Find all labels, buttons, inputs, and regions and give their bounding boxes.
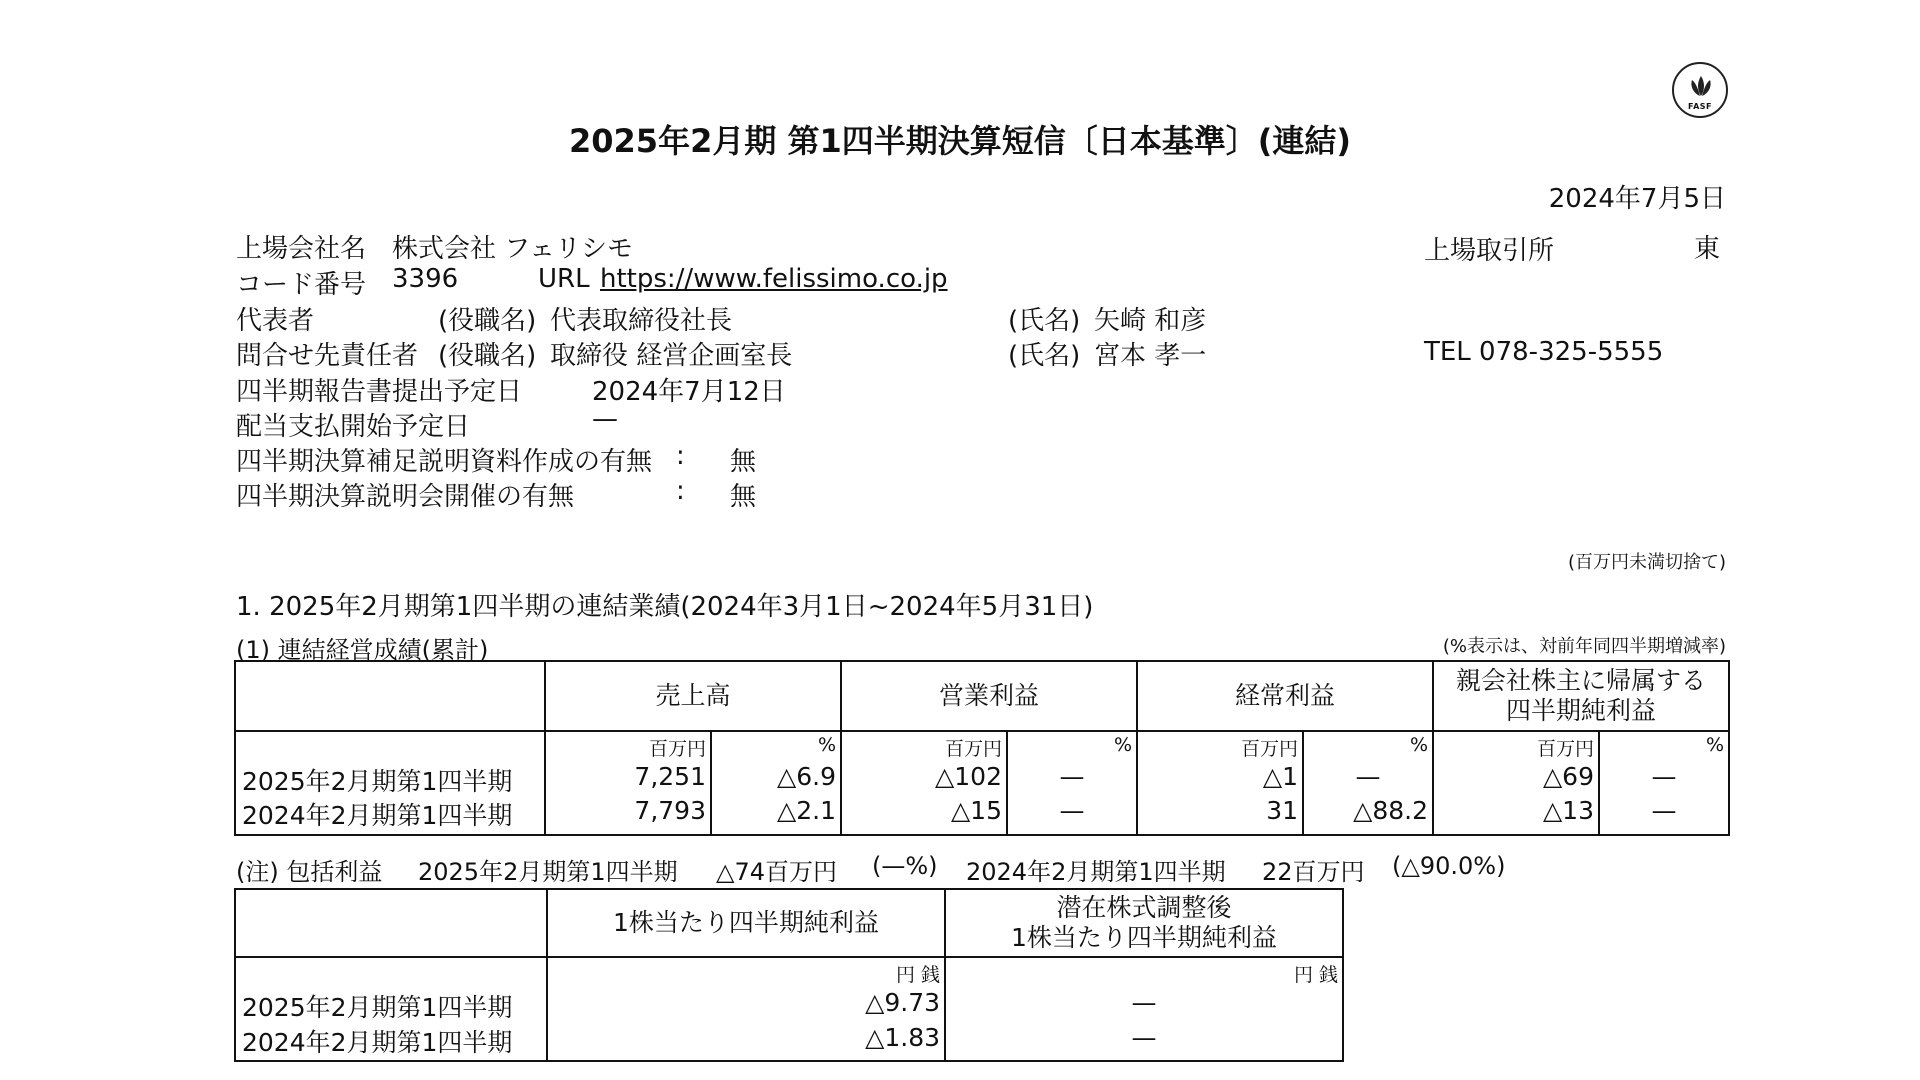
header-net-income	[1433, 661, 1729, 731]
note-period-current: 2025年2月期第1四半期	[418, 858, 678, 886]
table-value: △13	[1542, 796, 1594, 825]
header-eps: 1株当たり四半期純利益	[547, 889, 945, 957]
table-value: —	[1651, 762, 1677, 791]
exchange-label: 上場取引所	[1424, 236, 1555, 266]
unit-amount: 百万円	[648, 738, 706, 760]
table-value: △9.73	[865, 988, 940, 1017]
table-value: △88.2	[1353, 796, 1428, 825]
subsection-heading: (1) 連結経営成績(累計)	[236, 636, 489, 664]
code: 3396	[392, 264, 459, 294]
table-value: —	[1059, 796, 1085, 825]
row-label-prior: 2024年2月期第1四半期	[242, 1028, 513, 1057]
note-value-current: △74百万円	[716, 858, 837, 886]
row-label-current: 2025年2月期第1四半期	[242, 767, 513, 796]
header-diluted-eps	[945, 889, 1343, 957]
contact-title: 取締役 経営企画室長	[550, 341, 793, 371]
row-label-current: 2025年2月期第1四半期	[242, 993, 513, 1022]
supplementary-label: 四半期決算補足説明資料作成の有無	[236, 447, 653, 477]
table-value: —	[1059, 762, 1085, 791]
unit-amount: 百万円	[1240, 738, 1298, 760]
rep-title-label: (役職名)	[438, 306, 537, 336]
percentage-note: (%表示は、対前年同四半期増減率)	[1442, 636, 1726, 657]
unit-yen-sen: 円 銭	[895, 964, 940, 986]
table-value: △2.1	[777, 796, 836, 825]
results-row-labels	[235, 731, 545, 835]
header-net-income-line1: 親会社株主に帰属する	[1455, 666, 1706, 695]
eps-header-blank	[235, 889, 547, 957]
table-value: 7,793	[634, 796, 706, 825]
table-value: —	[1651, 796, 1677, 825]
logo-text: FASF	[1688, 102, 1712, 111]
briefing-colon: :	[676, 476, 685, 506]
dividend-date: —	[592, 404, 618, 434]
table-value: 31	[1266, 796, 1298, 825]
table-value: —	[1131, 988, 1157, 1017]
company-url-link[interactable]: https://www.felissimo.co.jp	[600, 264, 948, 294]
supplementary-value: 無	[730, 447, 757, 477]
table-value: —	[1131, 1023, 1157, 1052]
note-value-prior: 22百万円	[1262, 858, 1365, 886]
eps-table	[234, 888, 1344, 1062]
issue-date: 2024年7月5日	[1548, 184, 1726, 214]
unit-percent: %	[1409, 734, 1428, 756]
results-header-blank	[235, 661, 545, 731]
briefing-label: 四半期決算説明会開催の有無	[236, 482, 575, 512]
unit-amount: 百万円	[944, 738, 1002, 760]
header-diluted-eps-line1: 潜在株式調整後	[1056, 893, 1232, 922]
table-value: △1	[1262, 762, 1298, 791]
telephone: TEL 078-325-5555	[1424, 337, 1664, 367]
fasf-logo	[1672, 62, 1728, 118]
eps-row-labels	[235, 957, 547, 1061]
section-heading: 1. 2025年2月期第1四半期の連結業績(2024年3月1日~2024年5月31日)	[236, 592, 1094, 622]
row-label-prior: 2024年2月期第1四半期	[242, 801, 513, 830]
listed-name: 株式会社 フェリシモ	[392, 234, 633, 264]
unit-percent: %	[1113, 734, 1132, 756]
net-income-cell	[1433, 731, 1729, 835]
unit-amount: 百万円	[1536, 738, 1594, 760]
exchange: 東	[1694, 234, 1721, 264]
note-label: (注) 包括利益	[236, 858, 383, 886]
table-value: △1.83	[865, 1023, 940, 1052]
table-value: 7,251	[634, 762, 706, 791]
representative-label: 代表者	[236, 306, 315, 336]
eps-values-cell	[547, 957, 945, 1061]
unit-percent: %	[817, 734, 836, 756]
header-diluted-eps-line2: 1株当たり四半期純利益	[1011, 923, 1277, 952]
ordinary-income-cell	[1137, 731, 1433, 835]
operating-income-cell	[841, 731, 1137, 835]
supplementary-colon: :	[676, 441, 685, 471]
header-net-sales: 売上高	[545, 661, 841, 731]
code-label: コード番号	[236, 270, 367, 300]
contact-name-label: (氏名)	[1008, 341, 1081, 371]
header-ordinary-income: 経常利益	[1137, 661, 1433, 731]
table-value: △69	[1542, 762, 1594, 791]
dividend-date-label: 配当支払開始予定日	[236, 412, 471, 442]
listed-name-label: 上場会社名	[236, 234, 367, 264]
results-table	[234, 660, 1730, 836]
report-date-label: 四半期報告書提出予定日	[236, 377, 523, 407]
table-value: △102	[935, 762, 1002, 791]
url-label: URL	[538, 264, 590, 294]
leaf-icon	[1687, 74, 1715, 98]
briefing-value: 無	[730, 482, 757, 512]
unit-yen-sen: 円 銭	[1293, 964, 1338, 986]
header-operating-income: 営業利益	[841, 661, 1137, 731]
rounding-note: (百万円未満切捨て)	[1567, 552, 1726, 573]
header-net-income-line2: 四半期純利益	[1505, 696, 1656, 725]
diluted-eps-values-cell	[945, 957, 1343, 1061]
note-rate-prior: (△90.0%)	[1392, 852, 1506, 880]
table-value: —	[1355, 762, 1381, 791]
contact-label: 問合せ先責任者	[236, 341, 419, 371]
rep-title: 代表取締役社長	[550, 306, 733, 336]
rep-name: 矢崎 和彦	[1094, 306, 1207, 336]
contact-name: 宮本 孝一	[1094, 341, 1207, 371]
note-rate-current: (—%)	[872, 852, 938, 880]
note-period-prior: 2024年2月期第1四半期	[966, 858, 1226, 886]
net-sales-cell	[545, 731, 841, 835]
table-value: △6.9	[777, 762, 836, 791]
report-date: 2024年7月12日	[592, 377, 786, 407]
rep-name-label: (氏名)	[1008, 306, 1081, 336]
contact-title-label: (役職名)	[438, 341, 537, 371]
unit-percent: %	[1705, 734, 1724, 756]
document-title: 2025年2月期 第1四半期決算短信〔日本基準〕(連結)	[569, 122, 1351, 160]
table-value: △15	[950, 796, 1002, 825]
